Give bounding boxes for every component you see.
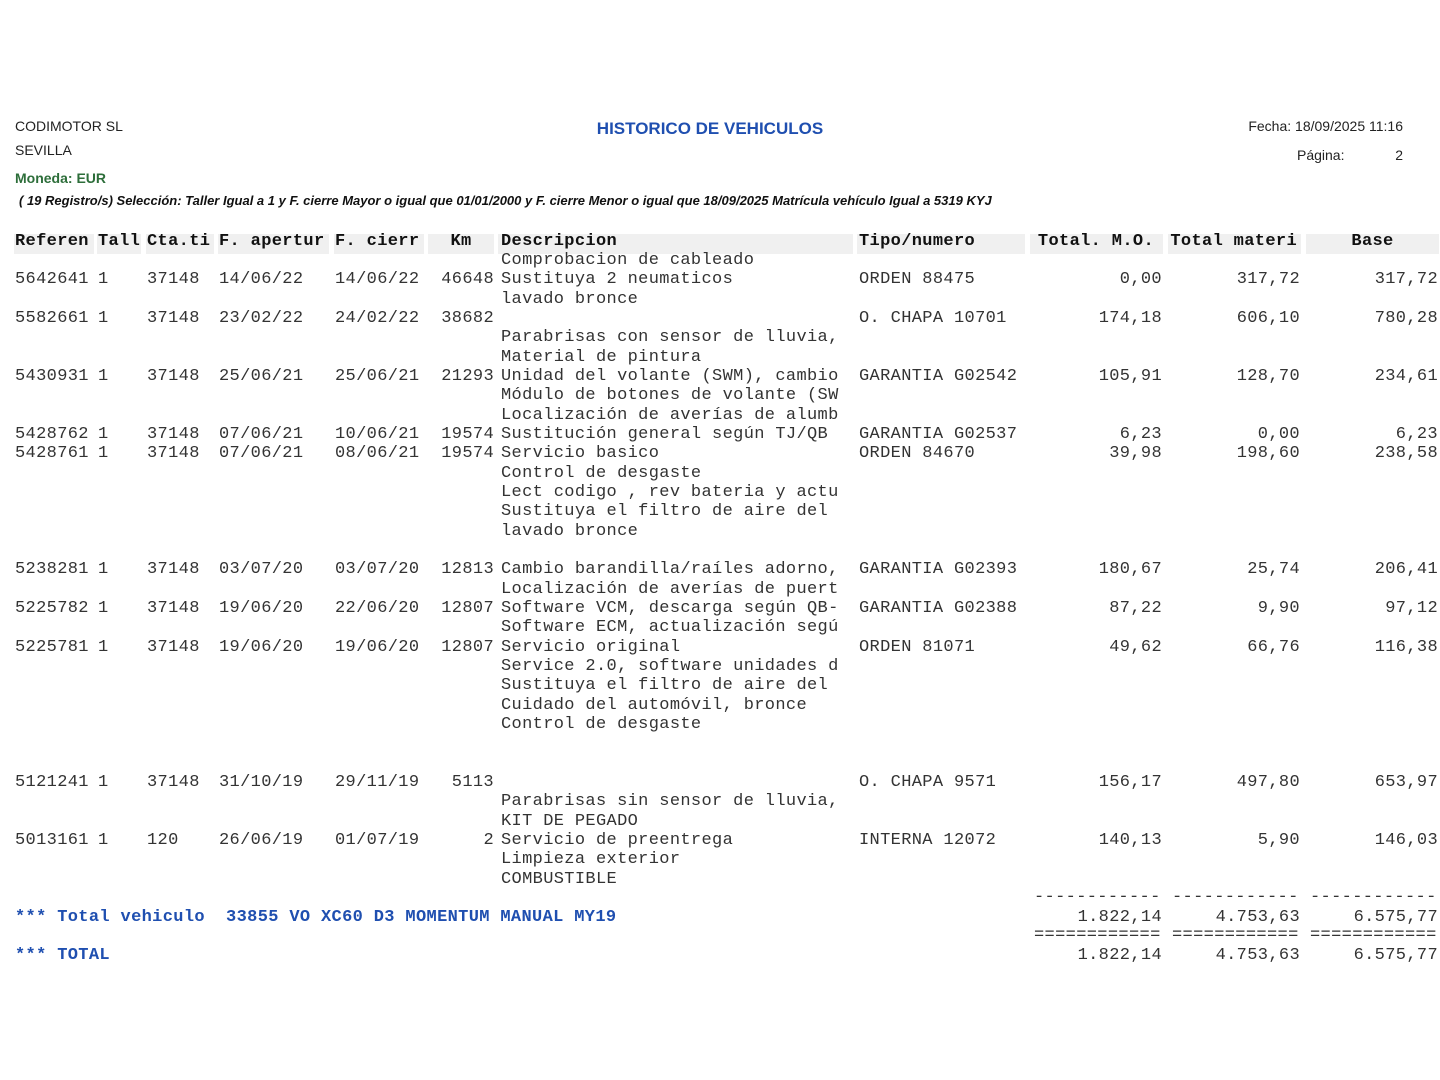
separator-dash-mat: ------------ xyxy=(1172,888,1299,907)
cell-tipo-numero: O. CHAPA 9571 xyxy=(859,773,997,792)
col-header-total-mo: Total. M.O. xyxy=(1037,232,1154,251)
total-vehicle-mo: 1.822,14 xyxy=(1077,908,1162,927)
cell-taller: 1 xyxy=(98,773,109,792)
cell-taller: 1 xyxy=(98,560,109,579)
cell-descripcion: Servicio original xyxy=(501,638,681,657)
cell-f-apertura: 31/10/19 xyxy=(219,773,304,792)
cell-f-cierre: 14/06/22 xyxy=(335,270,420,289)
cell-base: 317,72 xyxy=(1374,270,1438,289)
col-header-tipo: Tipo/numero xyxy=(859,232,976,251)
cell-descripcion: Control de desgaste xyxy=(501,464,702,483)
cell-cta-ti: 37148 xyxy=(147,425,200,444)
cell-total-mat: 25,74 xyxy=(1247,560,1300,579)
cell-total-mat: 9,90 xyxy=(1257,599,1300,618)
separator-dash-base: ------------ xyxy=(1310,888,1437,907)
cell-f-apertura: 19/06/20 xyxy=(219,599,304,618)
cell-tipo-numero: ORDEN 81071 xyxy=(859,638,976,657)
cell-total-mat: 497,80 xyxy=(1236,773,1300,792)
cell-descripcion: Software ECM, actualización segú xyxy=(501,618,839,637)
cell-km: 38682 xyxy=(441,309,494,328)
cell-descripcion: KIT DE PEGADO xyxy=(501,812,639,831)
cell-base: 146,03 xyxy=(1374,831,1438,850)
cell-tipo-numero: ORDEN 84670 xyxy=(859,444,976,463)
cell-descripcion: Lect codigo , rev bateria y actu xyxy=(501,483,839,502)
cell-referen: 5225782 xyxy=(15,599,89,618)
col-header-km: Km xyxy=(450,232,472,251)
cell-f-apertura: 14/06/22 xyxy=(219,270,304,289)
cell-descripcion: lavado bronce xyxy=(501,290,639,309)
cell-km: 12813 xyxy=(441,560,494,579)
cell-taller: 1 xyxy=(98,444,109,463)
cell-descripcion: Material de pintura xyxy=(501,348,702,367)
cell-base: 238,58 xyxy=(1374,444,1438,463)
cell-taller: 1 xyxy=(98,599,109,618)
cell-f-apertura: 07/06/21 xyxy=(219,444,304,463)
cell-total-mat: 66,76 xyxy=(1247,638,1300,657)
page-number: 2 xyxy=(1395,147,1403,163)
cell-f-apertura: 26/06/19 xyxy=(219,831,304,850)
cell-total-mat: 0,00 xyxy=(1257,425,1300,444)
cell-f-cierre: 24/02/22 xyxy=(335,309,420,328)
cell-base: 780,28 xyxy=(1374,309,1438,328)
cell-f-apertura: 07/06/21 xyxy=(219,425,304,444)
cell-total-mo: 6,23 xyxy=(1119,425,1162,444)
cell-referen: 5428762 xyxy=(15,425,89,444)
cell-f-apertura: 19/06/20 xyxy=(219,638,304,657)
cell-total-mo: 174,18 xyxy=(1098,309,1162,328)
cell-total-mat: 198,60 xyxy=(1236,444,1300,463)
total-vehicle-mat: 4.753,63 xyxy=(1215,908,1300,927)
cell-cta-ti: 37148 xyxy=(147,638,200,657)
cell-total-mat: 317,72 xyxy=(1236,270,1300,289)
cell-descripcion: Comprobacion de cableado xyxy=(501,251,755,270)
page-label: Página: xyxy=(1297,147,1345,163)
cell-tipo-numero: GARANTIA G02542 xyxy=(859,367,1018,386)
cell-taller: 1 xyxy=(98,425,109,444)
cell-km: 5113 xyxy=(451,773,494,792)
cell-total-mo: 156,17 xyxy=(1098,773,1162,792)
cell-km: 12807 xyxy=(441,638,494,657)
separator-dash-mo: ------------ xyxy=(1034,888,1161,907)
currency-label: Moneda: EUR xyxy=(15,170,106,186)
cell-base: 116,38 xyxy=(1374,638,1438,657)
cell-referen: 5642641 xyxy=(15,270,89,289)
cell-tipo-numero: ORDEN 88475 xyxy=(859,270,976,289)
cell-tipo-numero: GARANTIA G02537 xyxy=(859,425,1018,444)
cell-total-mo: 105,91 xyxy=(1098,367,1162,386)
cell-km: 21293 xyxy=(441,367,494,386)
cell-descripcion: Parabrisas sin sensor de lluvia, xyxy=(501,792,839,811)
cell-descripcion: Cuidado del automóvil, bronce xyxy=(501,696,807,715)
cell-tipo-numero: GARANTIA G02388 xyxy=(859,599,1018,618)
cell-km: 2 xyxy=(483,831,494,850)
cell-descripcion: Servicio de preentrega xyxy=(501,831,734,850)
cell-total-mat: 5,90 xyxy=(1257,831,1300,850)
cell-descripcion: Servicio basico xyxy=(501,444,660,463)
cell-f-cierre: 08/06/21 xyxy=(335,444,420,463)
cell-total-mat: 128,70 xyxy=(1236,367,1300,386)
col-header-ctati: Cta.ti xyxy=(147,232,211,251)
cell-taller: 1 xyxy=(98,638,109,657)
cell-referen: 5013161 xyxy=(15,831,89,850)
cell-cta-ti: 37148 xyxy=(147,773,200,792)
cell-total-mat: 606,10 xyxy=(1236,309,1300,328)
col-header-total-mat: Total materi xyxy=(1170,232,1297,251)
cell-descripcion: Cambio barandilla/raíles adorno, xyxy=(501,560,839,579)
cell-base: 206,41 xyxy=(1374,560,1438,579)
cell-taller: 1 xyxy=(98,831,109,850)
cell-descripcion: Sustituya el filtro de aire del xyxy=(501,676,829,695)
cell-total-mo: 39,98 xyxy=(1109,444,1162,463)
separator-eq-base: ============ xyxy=(1310,926,1437,945)
separator-eq-mat: ============ xyxy=(1172,926,1299,945)
col-header-referen: Referen xyxy=(15,232,89,251)
cell-f-cierre: 29/11/19 xyxy=(335,773,420,792)
grand-total-mat: 4.753,63 xyxy=(1215,946,1300,965)
cell-km: 19574 xyxy=(441,425,494,444)
cell-descripcion: Software VCM, descarga según QB- xyxy=(501,599,839,618)
cell-taller: 1 xyxy=(98,367,109,386)
cell-f-apertura: 25/06/21 xyxy=(219,367,304,386)
cell-referen: 5225781 xyxy=(15,638,89,657)
selection-criteria: ( 19 Registro/s) Selección: Taller Igual a 1 y F. cierre Mayor o igual que 01/01/2000 y F. cierre Menor o igual que 18/09/2025 Matrícula vehículo Igual a 5319 KYJ xyxy=(19,193,992,208)
report-title: HISTORICO DE VEHICULOS xyxy=(596,119,824,138)
cell-descripcion: Sustituya 2 neumaticos xyxy=(501,270,734,289)
cell-taller: 1 xyxy=(98,309,109,328)
company-city: SEVILLA xyxy=(15,142,72,158)
cell-base: 6,23 xyxy=(1395,425,1438,444)
cell-total-mo: 180,67 xyxy=(1098,560,1162,579)
cell-f-cierre: 25/06/21 xyxy=(335,367,420,386)
cell-descripcion: Localización de averías de puert xyxy=(501,580,839,599)
cell-base: 234,61 xyxy=(1374,367,1438,386)
col-header-fcierr: F. cierr xyxy=(335,232,420,251)
cell-referen: 5121241 xyxy=(15,773,89,792)
cell-descripcion: COMBUSTIBLE xyxy=(501,870,618,889)
cell-km: 46648 xyxy=(441,270,494,289)
cell-km: 19574 xyxy=(441,444,494,463)
cell-km: 12807 xyxy=(441,599,494,618)
cell-total-mo: 49,62 xyxy=(1109,638,1162,657)
cell-f-cierre: 10/06/21 xyxy=(335,425,420,444)
company-name: CODIMOTOR SL xyxy=(15,118,123,134)
cell-descripcion: Control de desgaste xyxy=(501,715,702,734)
cell-descripcion: Sustitución general según TJ/QB xyxy=(501,425,829,444)
cell-f-cierre: 22/06/20 xyxy=(335,599,420,618)
cell-f-cierre: 03/07/20 xyxy=(335,560,420,579)
cell-f-cierre: 19/06/20 xyxy=(335,638,420,657)
cell-descripcion: Service 2.0, software unidades d xyxy=(501,657,839,676)
cell-cta-ti: 120 xyxy=(147,831,179,850)
cell-total-mo: 0,00 xyxy=(1119,270,1162,289)
cell-referen: 5428761 xyxy=(15,444,89,463)
cell-base: 97,12 xyxy=(1385,599,1438,618)
cell-descripcion: Localización de averías de alumb xyxy=(501,406,839,425)
cell-descripcion: Sustituya el filtro de aire del xyxy=(501,502,829,521)
cell-cta-ti: 37148 xyxy=(147,560,200,579)
grand-total-base: 6.575,77 xyxy=(1353,946,1438,965)
cell-tipo-numero: O. CHAPA 10701 xyxy=(859,309,1007,328)
cell-cta-ti: 37148 xyxy=(147,444,200,463)
cell-referen: 5238281 xyxy=(15,560,89,579)
cell-cta-ti: 37148 xyxy=(147,270,200,289)
col-header-base: Base xyxy=(1351,232,1394,251)
cell-descripcion: Parabrisas con sensor de lluvia, xyxy=(501,328,839,347)
cell-base: 653,97 xyxy=(1374,773,1438,792)
grand-total-mo: 1.822,14 xyxy=(1077,946,1162,965)
cell-descripcion: Limpieza exterior xyxy=(501,850,681,869)
cell-descripcion: Unidad del volante (SWM), cambio xyxy=(501,367,839,386)
cell-cta-ti: 37148 xyxy=(147,367,200,386)
cell-taller: 1 xyxy=(98,270,109,289)
cell-f-cierre: 01/07/19 xyxy=(335,831,420,850)
cell-tipo-numero: GARANTIA G02393 xyxy=(859,560,1018,579)
cell-total-mo: 140,13 xyxy=(1098,831,1162,850)
cell-cta-ti: 37148 xyxy=(147,599,200,618)
separator-eq-mo: ============ xyxy=(1034,926,1161,945)
total-vehicle-base: 6.575,77 xyxy=(1353,908,1438,927)
col-header-fapertur: F. apertur xyxy=(219,232,325,251)
cell-referen: 5582661 xyxy=(15,309,89,328)
col-header-descripcion: Descripcion xyxy=(501,232,618,251)
grand-total-label: *** TOTAL xyxy=(15,946,110,965)
cell-total-mo: 87,22 xyxy=(1109,599,1162,618)
cell-cta-ti: 37148 xyxy=(147,309,200,328)
cell-referen: 5430931 xyxy=(15,367,89,386)
cell-f-apertura: 03/07/20 xyxy=(219,560,304,579)
report-date: Fecha: 18/09/2025 11:16 xyxy=(1248,118,1403,134)
col-header-tall: Tall xyxy=(98,232,141,251)
cell-tipo-numero: INTERNA 12072 xyxy=(859,831,997,850)
cell-f-apertura: 23/02/22 xyxy=(219,309,304,328)
total-vehicle-label: *** Total vehiculo 33855 VO XC60 D3 MOMENTUM MANUAL MY19 xyxy=(15,908,617,927)
cell-descripcion: Módulo de botones de volante (SW xyxy=(501,386,839,405)
cell-descripcion: lavado bronce xyxy=(501,522,639,541)
